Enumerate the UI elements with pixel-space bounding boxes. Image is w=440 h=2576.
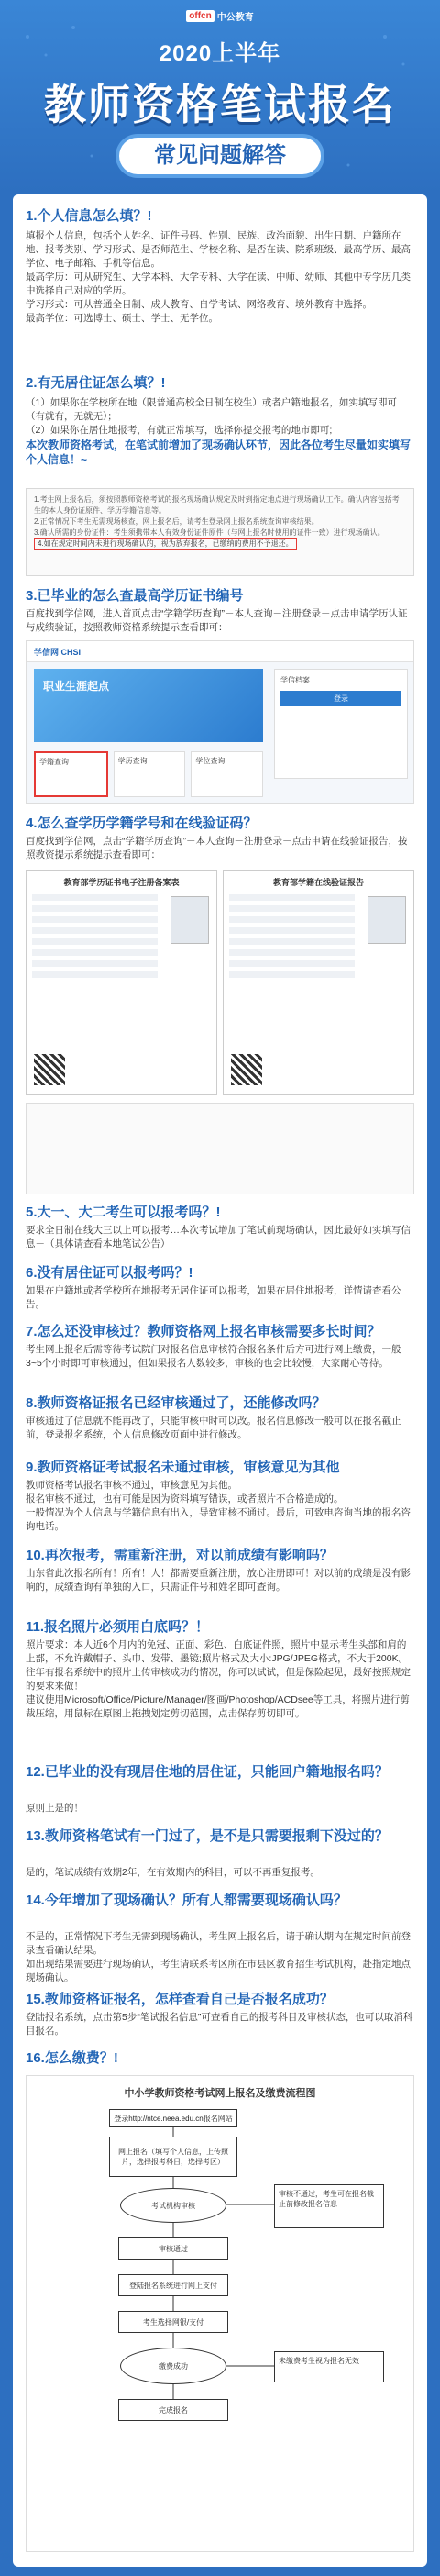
answer-6-p1: 如果在户籍地或者学校所在地报考无居住证可以报考，如果在居住地报考，详情请查看公告。 (26, 1285, 402, 1310)
answer-2-p1: （1）如果你在学校所在地（限普通高校全日制在校生）或者户籍地报名，如实填写即可（有就有，无就无）； (26, 397, 397, 422)
qr-code-icon (34, 1054, 65, 1085)
answer-7-p1: 考生网上报名后需等待考试院门对报名信息审核符合报名条件后方可进行网上缴费，一般3~5个小时即可审核通过，但如果报名人数较多，审核的也会比较慢，大家耐心等待。 (26, 1344, 402, 1369)
site-tiles (34, 751, 263, 797)
answer-12 (26, 1802, 414, 1815)
flowchart-title: 中小学教师资格考试网上报名及缴费流程图 (124, 2088, 316, 2099)
answer-12-p1: 原则上是的！ (26, 1803, 83, 1814)
logo (179, 7, 261, 24)
answer-3 (26, 607, 414, 635)
answer-1-p2: 最高学历：可从研究生、大学本科、大学专科、大学在读、中师、幼师、其他中专学历几类中选择自己对应的学历。 (26, 272, 411, 296)
site-banner: 职业生涯起点 (34, 669, 263, 742)
answer-14-p2: 如出现结果需要进行现场确认，考生请联系考区所在市县区教育招生考试机构，赴指定地点现场确认。 (26, 1959, 411, 1983)
question-5: 5.大一、大二考生可以报考吗？! (26, 1205, 221, 1220)
answer-15-p1: 登陆报名系统，点击第5步“笔试报名信息”可查看自己的报考科目及审核状态，也可以取消科目报名。 (26, 2012, 413, 2037)
question-7: 7.怎么还没审核过？教师资格网上报名审核需要多长时间？ (26, 1324, 381, 1339)
answer-9-p2: 报名审核不通过，也有可能是因为资料填写错误，或者照片不合格造成的。 (26, 1493, 344, 1505)
notice-line-2: 2.正常情况下考生无需现场核查，网上报名后，请考生登录网上报名系统查询审核结果。 (34, 517, 319, 526)
answer-1-p4: 最高学位：可选博士、硕士、学士、无学位。 (26, 313, 218, 324)
flow-step-4: 审核通过 (118, 2237, 228, 2260)
answer-1-p3: 学习形式：可从普通全日制、成人教育、自学考试、网络教育、境外教育中选择。 (26, 299, 372, 310)
flow-step-8: 完成报名 (118, 2399, 228, 2421)
flow-step-5: 登陆报名系统进行网上支付 (118, 2274, 228, 2296)
question-14: 14.今年增加了现场确认？所有人都需要现场确认吗？ (26, 1893, 347, 1908)
answer-8-p1: 审核通过了信息就不能再改了，只能审核中时可以改。报名信息修改一般可以在报名截止前，登录报名系统，个人信息修改页面中进行修改。 (26, 1416, 402, 1440)
flow-side-note-2: 未缴费考生视为报名无效 (274, 2351, 384, 2382)
payment-flowchart (26, 2075, 414, 2552)
answer-14 (26, 1930, 414, 1985)
question-11: 11.报名照片必须用白底吗？！ (26, 1619, 210, 1635)
question-9: 9.教师资格证考试报名未通过审核，审核意见为其他 (26, 1460, 340, 1475)
report-xueji-title: 教育部学籍在线验证报告 (272, 878, 364, 887)
site-header: 学信网 CHSI (27, 641, 413, 662)
answer-1 (26, 229, 414, 326)
answer-7 (26, 1343, 414, 1371)
login-title: 学信档案 (280, 676, 310, 684)
report-samples (26, 870, 414, 1095)
answer-11 (26, 1638, 414, 1721)
answer-2 (26, 396, 414, 467)
tile-xueli[interactable]: 学历查询 (114, 751, 186, 797)
logo-text: 中公教育 (216, 12, 254, 23)
answer-13-p1: 是的，笔试成绩有效期2年，在有效期内的科目，可以不再重复报考。 (26, 1867, 320, 1878)
logo-brand: offcn (186, 10, 214, 22)
photo-placeholder (368, 896, 406, 944)
answer-11-p1: 照片要求：本人近6个月内的免冠、正面、彩色、白底证件照，照片中显示考生头部和肩的上部，不允许戴帽子、头巾、发带、墨镜;照片格式及大小:JPG/JPEG格式，不大于200K。 (26, 1639, 409, 1664)
login-box (274, 669, 408, 779)
tile-xueji[interactable]: 学籍查询 (34, 751, 108, 797)
answer-9-p1: 教师资格考试报名审核不通过，审核意见为其他。 (26, 1480, 237, 1491)
answer-1-p1: 填报个人信息，包括个人姓名、证件号码、性别、民族、政治面貌、出生日期、户籍所在地、报考类别、学习形式、是否师范生、学校名称、是否在读、院系班级、最高学历、最高学位、电子邮箱、手机等信息。 (26, 230, 411, 269)
flow-step-6: 考生选择网银/支付 (118, 2311, 228, 2333)
question-6: 6.没有居住证可以报考吗？! (26, 1265, 193, 1281)
hero-header (0, 0, 440, 193)
notice-line-3: 3.确认所需的身份证件：考生须携带本人有效身份证件原件（与网上报名时使用的证件一致）进行现场确认。 (34, 528, 385, 537)
question-10: 10.再次报考，需重新注册，对以前成绩有影响吗？ (26, 1548, 334, 1563)
year-title: 2020上半年 (159, 41, 281, 66)
question-2: 2.有无居住证怎么填？! (26, 375, 166, 391)
question-4: 4.怎么查学历学籍学号和在线验证码？ (26, 816, 258, 831)
answer-9-p3: 一般情况为个人信息与学籍信息有出入，导致审核不通过。最后，可致电咨询当地的报名咨询电话。 (26, 1507, 411, 1532)
answer-4 (26, 835, 414, 862)
registration-notice (26, 488, 414, 576)
report-xueli (26, 870, 217, 1095)
answer-2-p3: 本次教师资格考试，在笔试前增加了现场确认环节，因此各位考生尽量如实填写个人信息！~ (26, 439, 412, 466)
question-3: 3.已毕业的怎么查最高学历证书编号 (26, 588, 244, 604)
answer-8 (26, 1415, 414, 1442)
answer-3-p1: 百度找到学信网，进入首页点击“学籍学历查询”－本人查询－注册登录－点击申请学历认证与成绩验证，按照教师资格系统提示查看即可： (26, 608, 408, 633)
answer-11-p3: 建议使用Microsoft/Office/Picture/Manager/图画/Photoshop/ACDsee等工具，将照片进行剪裁压缩，用鼠标在原图上拖拽划定剪切范围，点击保存剪切即可。 (26, 1694, 410, 1719)
qr-code-icon (231, 1054, 262, 1085)
answer-10 (26, 1567, 414, 1594)
subtitle-pill: 常见问题解答 (119, 138, 321, 174)
chsi-site-screenshot (26, 640, 414, 804)
answer-11-p2: 往年有报名系统中的照片上传审核成功的情况，你可以试试，但是保险起见，最好按照规定的要求来做！ (26, 1667, 411, 1692)
question-12: 12.已毕业的没有现居住地的居住证，只能回户籍地报名吗？ (26, 1764, 389, 1780)
answer-14-p1: 不是的，正常情况下考生无需到现场确认，考生网上报名后，请于确认期内在规定时间前登录查看确认结果。 (26, 1931, 411, 1956)
answer-2-p2: （2）如果你在居住地报考，有就正常填写，选择你提交报考的地市即可; (26, 425, 333, 436)
notice-line-1: 1.考生网上报名后，须按照教师资格考试的报名现场确认规定及时到指定地点进行现场确认工作。确认内容包括考生的本人身份证原件、学历学籍信息等。 (34, 495, 400, 515)
report-xueji (223, 870, 414, 1095)
photo-placeholder (170, 896, 209, 944)
answer-5-p1: 要求全日制在线大三以上可以报考…本次考试增加了笔试前现场确认，因此最好如实填写信息－（具体请查看本地笔试公告） (26, 1225, 411, 1249)
answer-15 (26, 2011, 414, 2038)
answer-4-p1: 百度找到学信网，点击“学籍学历查询”－本人查询－注册登录－点击申请在线验证报告，按照教资提示系统提示查看即可： (26, 836, 408, 861)
answer-6 (26, 1284, 414, 1312)
question-1: 1.个人信息怎么填？! (26, 208, 152, 224)
flow-step-7: 缴费成功 (120, 2348, 226, 2384)
question-8: 8.教师资格证报名已经审核通过了，还能修改吗？ (26, 1395, 326, 1411)
answer-10-p1: 山东省此次报名所有！所有！人！都需要重新注册，放心注册即可！对以前的成绩是没有影响的，成绩查询有单独的入口，只需证件号和姓名即可查询。 (26, 1568, 411, 1593)
login-button[interactable]: 登录 (280, 691, 402, 706)
answer-13 (26, 1866, 414, 1880)
notice-line-4: 4.如在规定时间内未进行现场确认的，视为放弃报名，已缴纳的费用不予退还。 (34, 538, 297, 550)
flow-side-note-1: 审核不通过，考生可在报名截止前修改报名信息 (274, 2184, 384, 2228)
question-16: 16.怎么缴费？! (26, 2050, 118, 2066)
tile-xuewei[interactable]: 学位查询 (191, 751, 263, 797)
answer-5 (26, 1224, 414, 1251)
flow-step-3: 考试机构审核 (120, 2188, 226, 2223)
flow-step-2: 网上报名（填写个人信息，上传照片，选择报考科目，选择考区） (109, 2137, 237, 2177)
flow-step-1: 登录http://ntce.neea.edu.cn报名网站 (109, 2109, 237, 2127)
question-13: 13.教师资格笔试有一门过了，是不是只需要报剩下没过的？ (26, 1828, 389, 1844)
faq-card (13, 194, 427, 2567)
main-title: 教师资格笔试报名 (44, 81, 396, 128)
question-15: 15.教师资格证报名，怎样查看自己是否报名成功？ (26, 1992, 334, 2007)
report-notes (26, 1103, 414, 1194)
report-xueli-title: 教育部学历证书电子注册备案表 (63, 878, 180, 887)
answer-9 (26, 1479, 414, 1534)
